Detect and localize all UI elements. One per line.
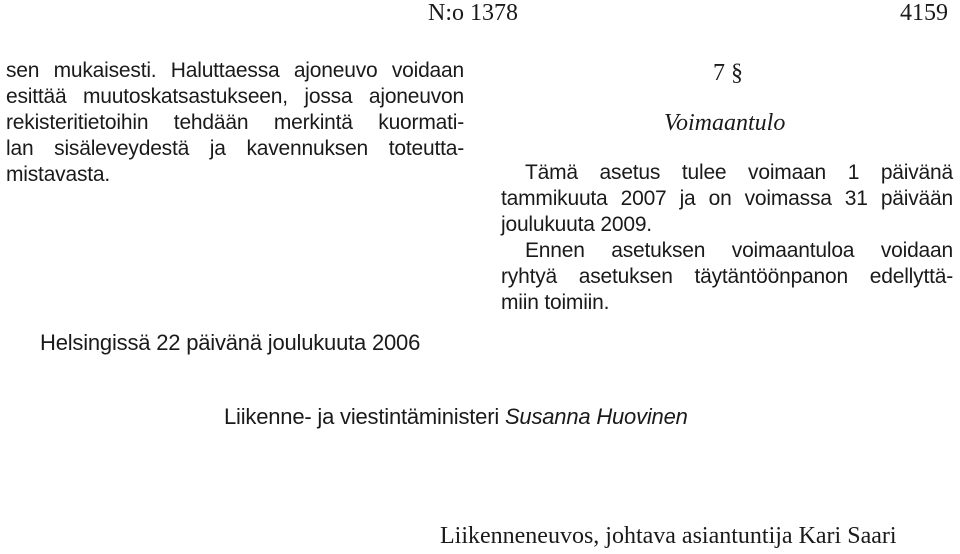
minister-title: Liikenne- ja viestintäministeri: [224, 404, 500, 429]
minister-signature: [224, 404, 688, 430]
statute-number: N:o 1378: [428, 0, 518, 26]
right-line-3: joulukuuta 2009.: [501, 213, 652, 236]
minister-name: Susanna Huovinen: [504, 404, 688, 429]
section-title: Voimaantulo: [664, 110, 786, 136]
official-signature: Liikenneneuvos, johtava asiantuntija Kari Saari: [440, 523, 897, 549]
right-line-5: ryhtyä asetuksen täytäntöönpanon edellyttä-: [501, 265, 953, 288]
place-and-date: Helsingissä 22 päivänä joulukuuta 2006: [40, 330, 421, 355]
left-line-1: sen mukaisesti. Haluttaessa ajoneuvo voidaan: [6, 59, 464, 82]
section-number: 7 §: [713, 60, 743, 86]
left-line-2: esittää muutoskatsastukseen, jossa ajoneuvon: [6, 85, 464, 108]
right-line-1: Tämä asetus tulee voimaan 1 päivänä: [525, 161, 953, 184]
left-line-3: rekisteritietoihin tehdään merkintä kuormati-: [6, 111, 464, 134]
left-line-5: mistavasta.: [6, 163, 110, 186]
left-column-text: [6, 58, 464, 188]
right-line-2: tammikuuta 2007 ja on voimassa 31 päivään: [501, 187, 953, 210]
right-line-4: Ennen asetuksen voimaantuloa voidaan: [525, 239, 953, 262]
right-column-text: [501, 160, 953, 316]
page-number: 4159: [900, 0, 948, 26]
left-line-4: lan sisäleveydestä ja kavennuksen toteutta-: [6, 137, 464, 160]
right-line-6: miin toimiin.: [501, 291, 610, 314]
